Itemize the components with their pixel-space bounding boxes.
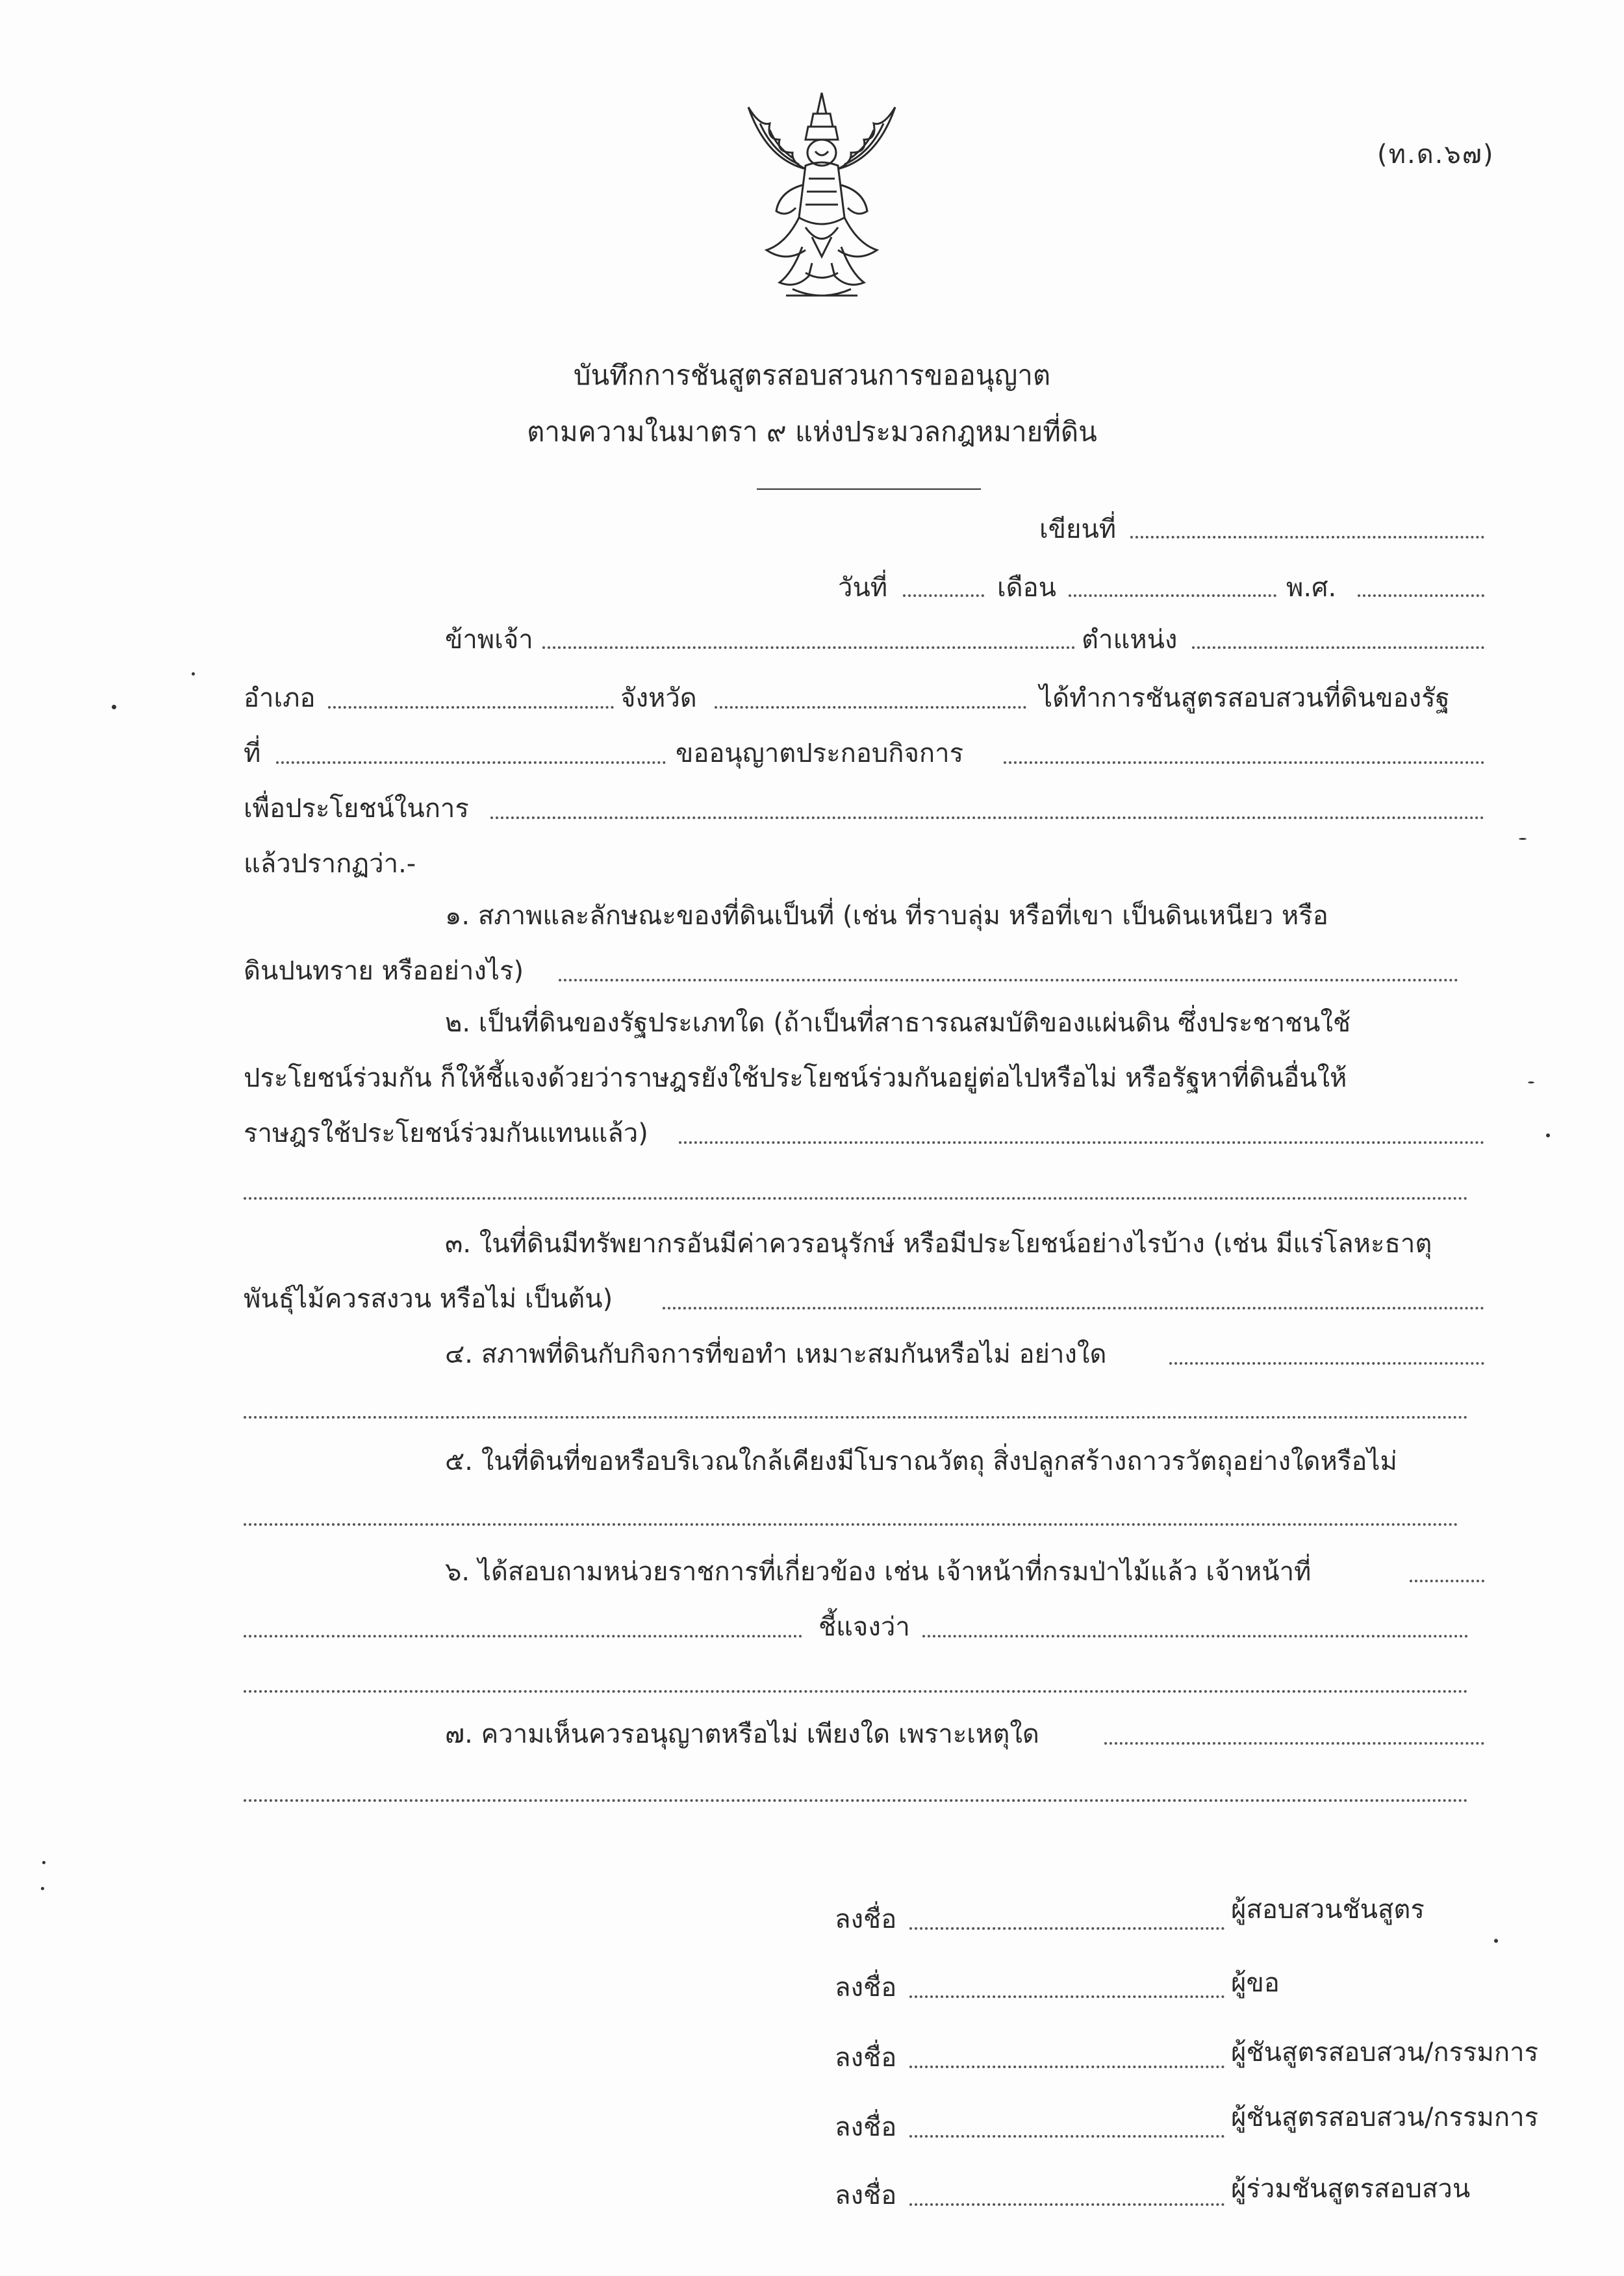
signature-field-2[interactable] [909,1995,1224,1998]
purpose-label: เพื่อประโยชน์ในการ [244,794,469,824]
scan-speck [1528,1081,1534,1083]
signature-role-2: ผู้ขอ [1231,1968,1280,1998]
scan-speck [1494,1939,1498,1943]
date-day-label: วันที่ [838,573,888,603]
signature-field-3[interactable] [909,2066,1224,2068]
item-3-field[interactable] [663,1307,1484,1309]
name-label: ข้าพเจ้า [445,625,533,655]
item-4-field-1[interactable] [1169,1362,1484,1365]
date-day-field[interactable] [903,594,984,597]
appears-label: แล้วปรากฏว่า.- [244,849,416,879]
item-1-line-1: ๑. สภาพและลักษณะของที่ดินเป็นที่ (เช่น ที่ราบลุ่ม หรือที่เขา เป็นดินเหนียว หรือ [445,901,1328,931]
state-land-text: ได้ทำการชันสูตรสอบสวนที่ดินของรัฐ [1039,683,1450,713]
at-label: ที่ [244,739,261,768]
date-year-label: พ.ศ. [1286,573,1337,603]
signature-role-3: ผู้ชันสูตรสอบสวน/กรรมการ [1231,2038,1539,2067]
item-1-field[interactable] [559,979,1458,981]
purpose-field[interactable] [490,816,1484,819]
item-2-field-1[interactable] [679,1141,1484,1144]
item-7-line: ๗. ความเห็นควรอนุญาตหรือไม่ เพียงใด เพราะเหตุใด [445,1719,1039,1749]
document-subtitle: ตามความในมาตรา ๙ แห่งประมวลกฎหมายที่ดิน [527,416,1097,448]
written-at-field[interactable] [1130,536,1484,538]
signature-field-5[interactable] [909,2203,1224,2206]
scan-speck [42,1861,45,1864]
at-field[interactable] [276,761,666,764]
item-6-field-1[interactable] [1410,1580,1484,1582]
scan-speck [1519,838,1527,840]
item-3-line-2: พันธุ์ไม้ควรสงวน หรือไม่ เป็นต้น) [244,1284,613,1314]
province-field[interactable] [715,706,1026,709]
date-month-field[interactable] [1069,594,1276,597]
item-4-line: ๔. สภาพที่ดินกับกิจการที่ขอทำ เหมาะสมกันหรือไม่ อย่างใด [445,1339,1107,1369]
item-6-field-3[interactable] [922,1635,1468,1637]
item-5-field[interactable] [244,1523,1458,1526]
item-2-line-3: ราษฎรใช้ประโยชน์ร่วมกันแทนแล้ว) [244,1119,648,1148]
date-month-label: เดือน [997,573,1057,603]
item-2-line-1: ๒. เป็นที่ดินของรัฐประเภทใด (ถ้าเป็นที่สาธารณสมบัติของแผ่นดิน ซึ่งประชาชนใช้ [445,1008,1351,1038]
document-title: บันทึกการชันสูตรสอบสวนการขออนุญาต [573,359,1051,391]
position-field[interactable] [1192,646,1484,649]
scan-speck [1546,1133,1550,1137]
item-2-field-2[interactable] [244,1197,1468,1200]
item-6-line-2: ชี้แจงว่า [818,1612,910,1642]
item-6-field-2[interactable] [244,1635,802,1637]
written-at-label: เขียนที่ [1039,514,1117,544]
signature-role-4: ผู้ชันสูตรสอบสวน/กรรมการ [1231,2103,1539,2132]
signature-role-5: ผู้ร่วมชันสูตรสอบสวน [1231,2174,1471,2204]
title-underline [757,488,981,490]
item-5-line: ๕. ในที่ดินที่ขอหรือบริเวณใกล้เคียงมีโบราณวัตถุ สิ่งปลูกสร้างถาวรวัตถุอย่างใดหรือไม่ [445,1447,1397,1476]
signature-label-3: ลงชื่อ [835,2043,897,2073]
garuda-emblem [741,88,903,309]
item-7-field-1[interactable] [1104,1742,1484,1745]
item-6-line-1: ๖. ได้สอบถามหน่วยราชการที่เกี่ยวข้อง เช่น เจ้าหน้าที่กรมป่าไม้แล้ว เจ้าหน้าที่ [445,1557,1312,1587]
business-field[interactable] [1004,761,1484,764]
scan-speck [192,672,195,676]
item-6-field-4[interactable] [244,1690,1468,1693]
signature-field-1[interactable] [909,1927,1224,1930]
position-label: ตำแหน่ง [1082,625,1178,655]
signature-role-1: ผู้สอบสวนชันสูตร [1231,1895,1425,1925]
scan-speck [41,1887,44,1890]
item-2-line-2: ประโยชน์ร่วมกัน ก็ให้ชี้แจงด้วยว่าราษฎรยังใช้ประโยชน์ร่วมกันอยู่ต่อไปหรือไม่ หรือรัฐหาที่ดินอื่นให้ [244,1063,1347,1093]
signature-label-1: ลงชื่อ [835,1904,897,1934]
item-4-field-2[interactable] [244,1416,1468,1419]
signature-label-5: ลงชื่อ [835,2181,897,2210]
district-label: อำเภอ [244,683,316,713]
form-code: (ท.ด.๖๗) [1377,140,1495,170]
business-label: ขออนุญาตประกอบกิจการ [676,739,964,768]
scan-speck [112,705,116,709]
signature-label-4: ลงชื่อ [835,2112,897,2142]
date-year-field[interactable] [1358,594,1484,597]
signature-field-4[interactable] [909,2135,1224,2138]
province-label: จังหวัด [620,683,697,713]
name-field[interactable] [542,646,1075,649]
item-1-line-2: ดินปนทราย หรืออย่างไร) [244,956,524,986]
item-7-field-2[interactable] [244,1799,1468,1802]
district-field[interactable] [328,706,614,709]
item-3-line-1: ๓. ในที่ดินมีทรัพยากรอันมีค่าควรอนุรักษ์ หรือมีประโยชน์อย่างไรบ้าง (เช่น มีแร่โลหะธาตุ [445,1229,1432,1259]
signature-label-2: ลงชื่อ [835,1973,897,2003]
